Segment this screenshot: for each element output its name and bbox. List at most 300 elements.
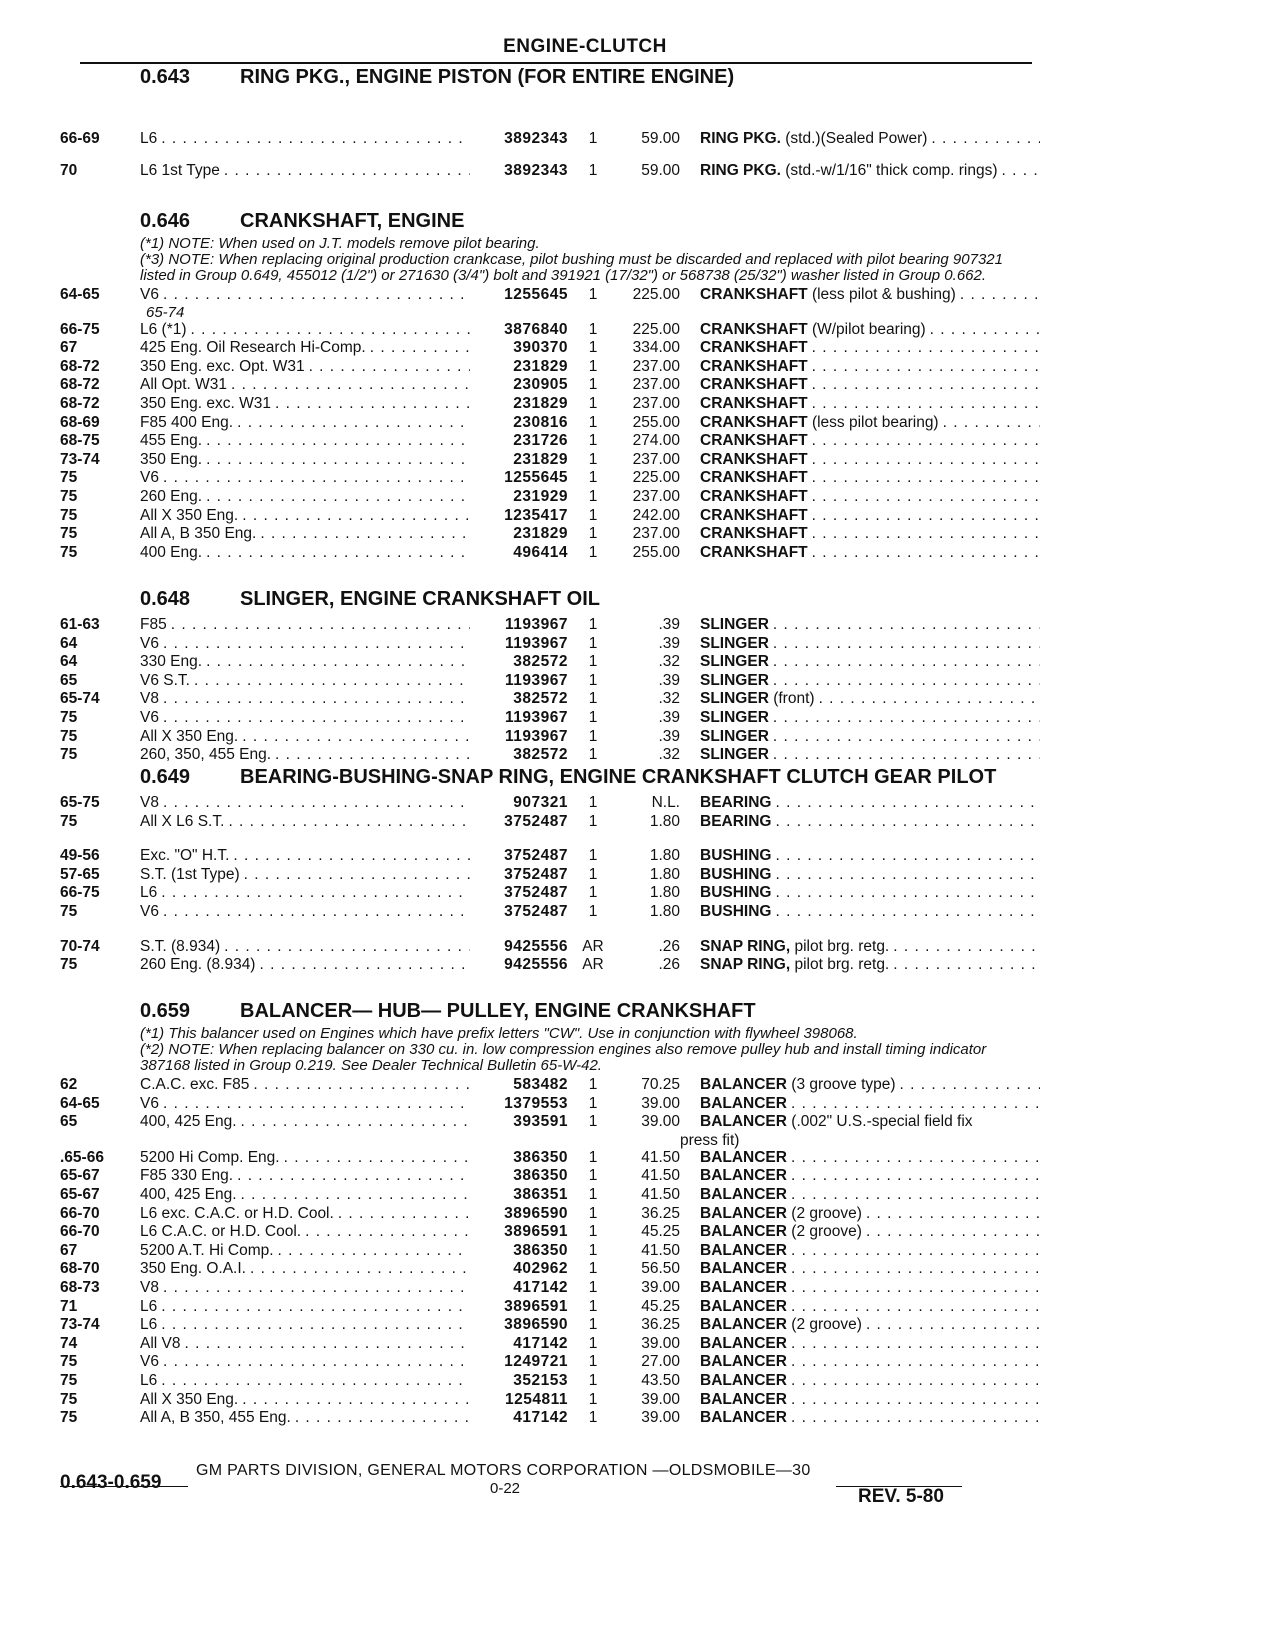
application-text: V8 — [140, 794, 159, 811]
quantity: 1 — [588, 130, 598, 147]
model-years: 75 — [60, 1371, 78, 1389]
model-years: 68-72 — [60, 376, 100, 394]
list-price: 1.80 — [649, 847, 680, 865]
description-text — [700, 432, 808, 451]
part-row — [60, 525, 1040, 544]
part-row — [60, 1353, 1040, 1372]
part-number: 1255645 — [504, 286, 568, 303]
list-price: 45.25 — [641, 1297, 680, 1315]
model-years: 66-75 — [60, 884, 100, 902]
description-text — [700, 1186, 787, 1205]
part-name: CRANKSHAFT — [700, 487, 808, 505]
dot-leader — [163, 469, 470, 488]
list-price: 242.00 — [632, 506, 680, 524]
parts-list — [60, 794, 1040, 975]
quantity: 1 — [588, 1278, 598, 1296]
part-row — [60, 488, 1040, 507]
group-heading — [140, 210, 1040, 232]
quantity: 1 — [588, 1353, 598, 1371]
part-name: CRANKSHAFT — [700, 357, 808, 375]
application — [140, 847, 470, 866]
part-row — [60, 813, 1040, 832]
application-text: L6 (*1) — [140, 320, 187, 338]
part-name: RING PKG. — [700, 162, 781, 179]
part-number: 3752487 — [504, 865, 568, 883]
application — [140, 1223, 470, 1242]
footer-publisher-line: GM PARTS DIVISION, GENERAL MOTORS CORPORATION —OLDSMOBILE—30 — [196, 1462, 811, 1479]
list-price: 43.50 — [641, 1371, 680, 1389]
part-name: BALANCER — [700, 1390, 787, 1408]
description-text — [700, 1353, 787, 1372]
part-row — [60, 956, 1040, 975]
part-number: 382572 — [513, 653, 568, 671]
quantity: 1 — [588, 1297, 598, 1315]
list-price: 237.00 — [632, 525, 680, 543]
dot-leader — [228, 813, 470, 832]
description-text — [700, 451, 808, 470]
application — [140, 903, 470, 922]
quantity: 1 — [588, 469, 598, 487]
quantity: 1 — [588, 286, 598, 303]
application-text: V6 — [140, 708, 159, 726]
dot-leader — [241, 1113, 470, 1132]
group-title: RING PKG., ENGINE PISTON (FOR ENTIRE ENGINE) — [240, 66, 735, 88]
application — [140, 938, 470, 957]
dot-leader — [163, 794, 470, 813]
description-text — [700, 1335, 787, 1354]
description — [700, 321, 1040, 340]
model-years: 66-75 — [60, 320, 100, 338]
part-number: 1249721 — [504, 1353, 568, 1371]
description — [700, 1335, 1040, 1354]
application-text: 350 Eng. exc. W31 — [140, 394, 271, 412]
dot-leader — [775, 884, 1040, 903]
dot-leader — [241, 1186, 470, 1205]
part-number: 1255645 — [504, 469, 568, 487]
description-text — [700, 286, 956, 305]
description-text — [700, 1205, 862, 1224]
application-text: V6 S.T. — [140, 671, 190, 689]
model-years: 75 — [60, 469, 78, 487]
model-years: 68-75 — [60, 432, 100, 450]
list-price: 36.25 — [641, 1204, 680, 1222]
dot-leader — [812, 395, 1040, 414]
part-number: 231829 — [513, 450, 568, 468]
group-number: 0.659 — [140, 1000, 191, 1022]
application-text: All V8 — [140, 1334, 181, 1352]
dot-leader — [930, 321, 1040, 340]
application-text: S.T. (1st Type) — [140, 865, 240, 883]
group-heading — [140, 766, 1040, 788]
list-price: 1.80 — [649, 865, 680, 883]
dot-leader — [206, 432, 470, 451]
application — [140, 1167, 470, 1186]
part-row — [60, 414, 1040, 433]
description — [700, 488, 1040, 507]
page-header-title: ENGINE-CLUTCH — [503, 36, 667, 57]
dot-leader — [791, 1298, 1040, 1317]
application — [140, 1076, 470, 1095]
part-number: 386350 — [513, 1167, 568, 1185]
description-text — [700, 690, 815, 709]
part-number: 1193967 — [505, 671, 568, 689]
quantity: 1 — [588, 1148, 598, 1166]
dot-leader — [278, 1242, 470, 1261]
model-years: 64-65 — [60, 286, 100, 303]
part-number: 1193967 — [505, 727, 568, 745]
application — [140, 376, 470, 395]
description-text — [700, 1242, 787, 1261]
dot-leader — [812, 525, 1040, 544]
dot-leader — [161, 884, 470, 903]
part-row — [60, 1095, 1040, 1114]
application — [140, 1279, 470, 1298]
model-years: 75 — [60, 812, 78, 830]
application — [140, 653, 470, 672]
model-years: 75 — [60, 956, 78, 974]
model-years: 66-69 — [60, 130, 100, 147]
model-years: 66-70 — [60, 1204, 100, 1222]
part-row — [60, 1409, 1040, 1428]
part-name: BALANCER — [700, 1316, 787, 1334]
dot-leader — [185, 1335, 471, 1354]
part-name: CRANKSHAFT — [700, 432, 808, 450]
description-detail: (less pilot bearing) — [811, 413, 939, 431]
part-number: 583482 — [513, 1076, 568, 1093]
list-price: 70.25 — [641, 1076, 680, 1093]
dot-leader — [931, 130, 1040, 149]
part-number: 390370 — [513, 339, 568, 357]
dot-leader — [161, 1372, 470, 1391]
description — [700, 709, 1040, 728]
application-text: 350 Eng. exc. Opt. W31 — [140, 357, 305, 375]
application — [140, 488, 470, 507]
part-row — [60, 1076, 1040, 1095]
model-year-note: 65-74 — [146, 303, 185, 321]
list-price: 39.00 — [641, 1094, 680, 1112]
dot-leader — [163, 903, 470, 922]
quantity: 1 — [588, 432, 598, 450]
description-text — [700, 616, 769, 635]
part-name: CRANKSHAFT — [700, 469, 808, 487]
list-price: 41.50 — [641, 1148, 680, 1166]
dot-leader — [791, 1242, 1040, 1261]
dot-leader — [275, 395, 470, 414]
parts-list — [60, 286, 1040, 562]
group-note: (*2) NOTE: When replacing balancer on 330 cu. in. low compression engines also remove pulley hub and install timing indicator 387168 listed in Group 0.219. See Dealer Technical Bulletin 65-W-42. — [140, 1041, 987, 1074]
part-row — [60, 794, 1040, 813]
description-continuation: press fit) — [680, 1131, 740, 1149]
description-detail: (less pilot & bushing) — [811, 286, 956, 303]
model-years: 70-74 — [60, 937, 100, 955]
part-name: BALANCER — [700, 1204, 787, 1222]
part-row — [60, 847, 1040, 866]
application — [140, 286, 470, 305]
dot-leader — [253, 1076, 470, 1095]
group-title: CRANKSHAFT, ENGINE — [240, 210, 465, 232]
application-text: All Opt. W31 — [140, 376, 227, 394]
description — [700, 1298, 1040, 1317]
description — [700, 1316, 1040, 1335]
model-years: .65-66 — [60, 1148, 104, 1166]
part-number: 417142 — [513, 1409, 568, 1427]
part-name: CRANKSHAFT — [700, 413, 808, 431]
quantity: 1 — [588, 653, 598, 671]
quantity: 1 — [588, 506, 598, 524]
parts-group-0-646 — [60, 210, 1040, 562]
description-text — [700, 746, 769, 765]
dot-leader — [370, 339, 470, 358]
description-text — [700, 339, 808, 358]
list-price: 36.25 — [641, 1316, 680, 1334]
dot-leader — [231, 376, 470, 395]
description-text — [700, 635, 769, 654]
part-number: 352153 — [513, 1371, 568, 1389]
quantity: 1 — [588, 865, 598, 883]
description — [700, 653, 1040, 672]
application — [140, 1095, 470, 1114]
quantity: AR — [582, 937, 604, 955]
description — [700, 507, 1040, 526]
part-name: BALANCER — [700, 1223, 787, 1241]
description-text — [700, 1298, 787, 1317]
dot-leader — [791, 1391, 1040, 1410]
part-name: BALANCER — [700, 1260, 787, 1278]
description-text — [700, 1167, 787, 1186]
part-row — [60, 1167, 1040, 1186]
description-text — [700, 544, 808, 563]
quantity: 1 — [588, 320, 598, 338]
description — [700, 635, 1040, 654]
description — [700, 286, 1040, 305]
dot-leader — [161, 1316, 470, 1335]
description-text — [700, 672, 769, 691]
description — [700, 1167, 1040, 1186]
description-text — [700, 507, 808, 526]
model-years: 49-56 — [60, 847, 100, 865]
list-price: 39.00 — [641, 1113, 680, 1131]
quantity: 1 — [588, 1113, 598, 1131]
dot-leader — [893, 956, 1040, 975]
description-text — [700, 321, 926, 340]
dot-leader — [773, 672, 1040, 691]
description — [700, 414, 1040, 433]
description — [700, 956, 1040, 975]
parts-group-0-643 — [60, 66, 1040, 194]
part-row — [60, 635, 1040, 654]
part-name: BUSHING — [700, 884, 772, 902]
dot-leader — [943, 414, 1040, 433]
quantity: 1 — [588, 1204, 598, 1222]
description-text — [700, 525, 808, 544]
footer-revision: REV. 5-80 — [858, 1486, 944, 1507]
application — [140, 1409, 470, 1428]
description — [700, 1242, 1040, 1261]
description-detail: (front) — [773, 690, 815, 708]
part-row — [60, 1223, 1040, 1242]
description — [700, 432, 1040, 451]
part-number: 230816 — [513, 413, 568, 431]
part-number: 3752487 — [504, 884, 568, 902]
application-text: C.A.C. exc. F85 — [140, 1076, 250, 1093]
dot-leader — [791, 1353, 1040, 1372]
model-years: 64-65 — [60, 1094, 100, 1112]
list-price: 274.00 — [632, 432, 680, 450]
description-text — [700, 358, 808, 377]
application-text: 400 Eng. — [140, 543, 203, 561]
description — [700, 1260, 1040, 1279]
model-years: 68-72 — [60, 357, 100, 375]
application — [140, 728, 470, 747]
dot-leader — [893, 938, 1040, 957]
model-years: 71 — [60, 1297, 78, 1315]
description — [700, 395, 1040, 414]
quantity: 1 — [588, 525, 598, 543]
part-name: SNAP RING, — [700, 956, 791, 974]
quantity: 1 — [588, 1076, 598, 1093]
description-text — [700, 414, 939, 433]
description-text — [700, 130, 927, 149]
part-row — [60, 709, 1040, 728]
group-number: 0.646 — [140, 210, 191, 232]
list-price: 41.50 — [641, 1167, 680, 1185]
part-number: 386351 — [513, 1185, 568, 1203]
description-detail: (3 groove type) — [791, 1076, 896, 1093]
part-row — [60, 1279, 1040, 1298]
quantity: 1 — [588, 487, 598, 505]
quantity: 1 — [588, 884, 598, 902]
application-text: F85 330 Eng. — [140, 1167, 234, 1185]
dot-leader — [812, 451, 1040, 470]
part-number: 1235417 — [504, 506, 568, 524]
part-name: BEARING — [700, 794, 772, 811]
dot-leader — [960, 286, 1040, 305]
quantity: 1 — [588, 812, 598, 830]
description-text — [700, 847, 771, 866]
dot-leader — [775, 847, 1040, 866]
list-price: 41.50 — [641, 1241, 680, 1259]
description — [700, 728, 1040, 747]
application — [140, 544, 470, 563]
part-name: BEARING — [700, 812, 772, 830]
part-row — [60, 1186, 1040, 1205]
description-text — [700, 938, 889, 957]
dot-leader — [163, 635, 470, 654]
application — [140, 884, 470, 903]
part-name: SLINGER — [700, 671, 769, 689]
part-row — [60, 1391, 1040, 1410]
application — [140, 130, 470, 149]
part-name: BALANCER — [700, 1241, 787, 1259]
model-years: 75 — [60, 506, 78, 524]
part-name: SLINGER — [700, 727, 769, 745]
model-years: 75 — [60, 727, 78, 745]
part-name: SLINGER — [700, 634, 769, 652]
part-name: CRANKSHAFT — [700, 286, 808, 303]
model-years: 65-67 — [60, 1167, 100, 1185]
part-number: 1379553 — [504, 1094, 568, 1112]
description-text — [700, 488, 808, 507]
application-text: L6 — [140, 884, 158, 902]
dot-leader — [775, 866, 1040, 885]
list-price: .26 — [658, 937, 680, 955]
list-price: .32 — [658, 746, 680, 764]
model-years: 75 — [60, 1409, 78, 1427]
application — [140, 1335, 470, 1354]
part-number: 231726 — [513, 432, 568, 450]
dot-leader — [242, 1391, 470, 1410]
dot-leader — [275, 746, 470, 765]
part-name: BALANCER — [700, 1371, 787, 1389]
part-number: 231829 — [513, 357, 568, 375]
model-years: 75 — [60, 1390, 78, 1408]
dot-leader — [773, 653, 1040, 672]
part-name: BALANCER — [700, 1278, 787, 1296]
part-number: 1193967 — [505, 708, 568, 726]
list-price: .39 — [658, 616, 680, 633]
dot-leader — [791, 1149, 1040, 1168]
list-price: .39 — [658, 727, 680, 745]
dot-leader — [791, 1260, 1040, 1279]
model-years: 66-70 — [60, 1223, 100, 1241]
application — [140, 162, 470, 181]
description — [700, 616, 1040, 635]
application-text: L6 exc. C.A.C. or H.D. Cool. — [140, 1204, 334, 1222]
part-name: SLINGER — [700, 708, 769, 726]
description — [700, 339, 1040, 358]
quantity: 1 — [588, 727, 598, 745]
description — [700, 130, 1040, 149]
quantity: 1 — [588, 1241, 598, 1259]
application — [140, 507, 470, 526]
quantity: 1 — [588, 543, 598, 561]
description — [700, 938, 1040, 957]
part-number: 3876840 — [504, 320, 568, 338]
dot-leader — [250, 1260, 470, 1279]
model-years: 61-63 — [60, 616, 100, 633]
group-heading — [140, 66, 1040, 88]
quantity: 1 — [588, 413, 598, 431]
application — [140, 1372, 470, 1391]
quantity: 1 — [588, 902, 598, 920]
part-row — [60, 395, 1040, 414]
model-years: 70 — [60, 162, 78, 179]
model-years: 73-74 — [60, 1316, 100, 1334]
model-years: 75 — [60, 543, 78, 561]
description — [700, 847, 1040, 866]
application-text: V6 — [140, 1353, 159, 1371]
description-detail: (2 groove) — [791, 1316, 862, 1334]
description-text — [700, 1391, 787, 1410]
model-years: 65-75 — [60, 794, 100, 811]
application-text: 350 Eng. O.A.I. — [140, 1260, 246, 1278]
application — [140, 1113, 470, 1132]
dot-leader — [866, 1223, 1040, 1242]
part-row — [60, 339, 1040, 358]
description-text — [700, 1223, 862, 1242]
dot-leader — [775, 794, 1040, 813]
dot-leader — [237, 414, 470, 433]
description-detail: pilot brg. retg. — [794, 956, 890, 974]
quantity: 1 — [588, 616, 598, 633]
description — [700, 813, 1040, 832]
part-row — [60, 672, 1040, 691]
part-number: 3896591 — [504, 1297, 568, 1315]
model-years: 75 — [60, 902, 78, 920]
application-text: L6 1st Type — [140, 162, 220, 179]
description-text — [700, 884, 771, 903]
description-detail: pilot brg. retg. — [794, 937, 890, 955]
